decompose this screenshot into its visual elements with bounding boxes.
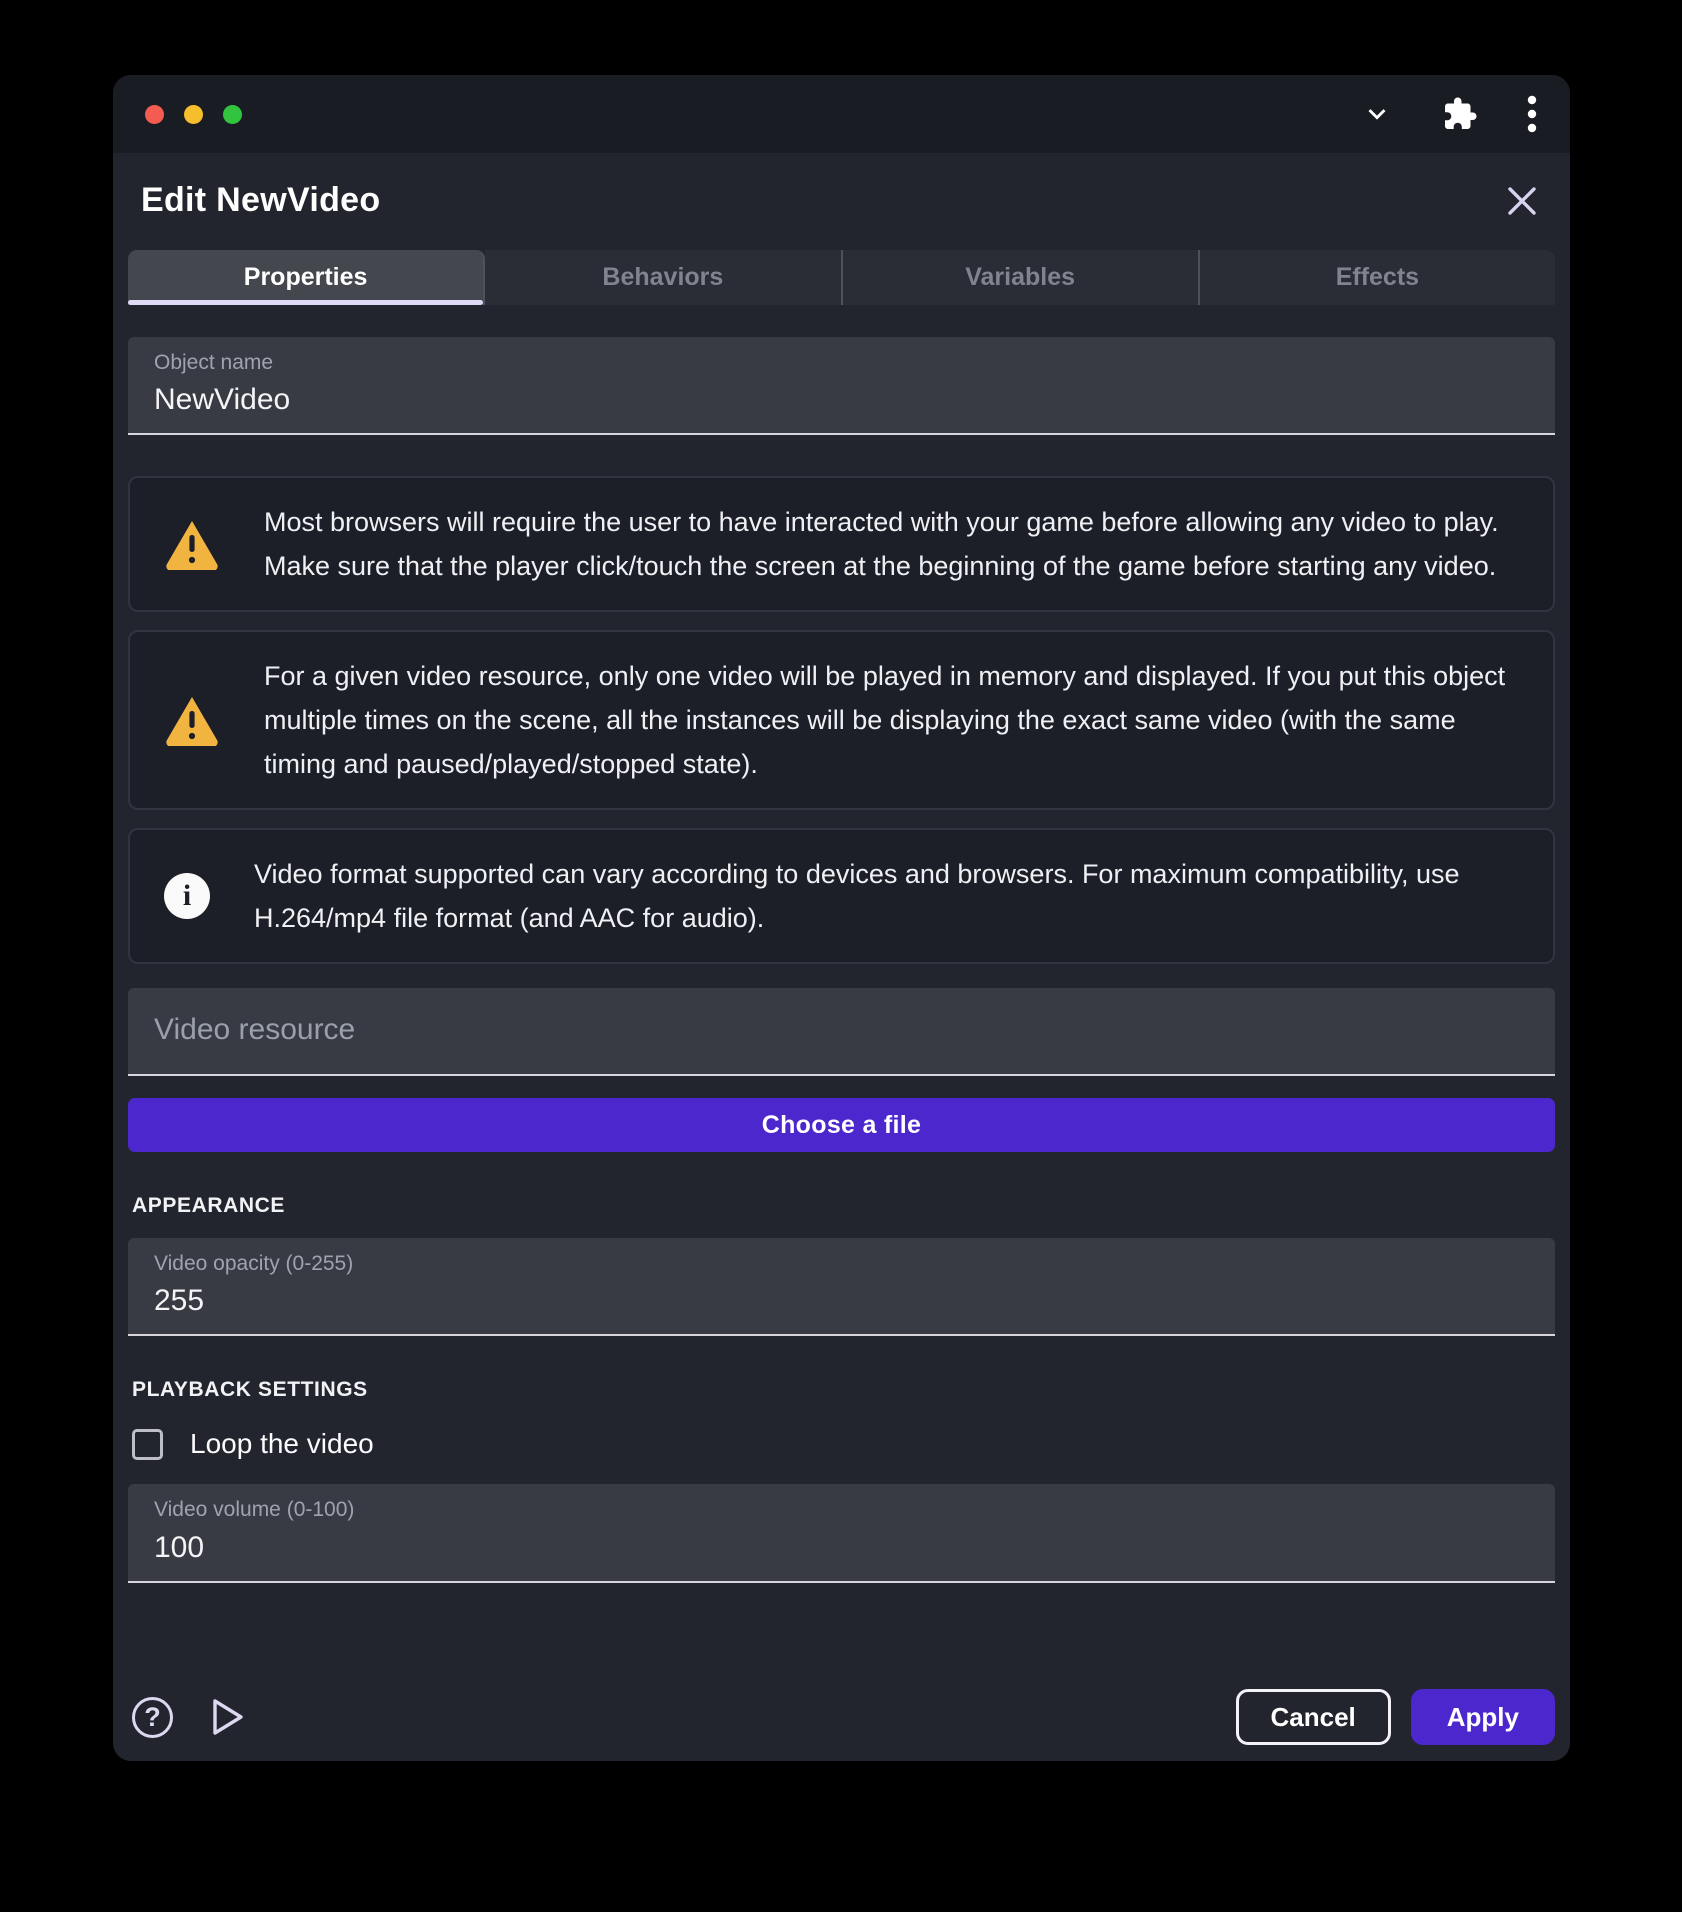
close-icon[interactable] bbox=[1504, 183, 1540, 219]
zoom-window-button[interactable] bbox=[223, 105, 242, 124]
appearance-section-heading: APPEARANCE bbox=[132, 1194, 286, 1218]
video-opacity-value: 255 bbox=[154, 1284, 205, 1318]
object-name-value: NewVideo bbox=[154, 383, 291, 417]
minimize-window-button[interactable] bbox=[184, 105, 203, 124]
window-titlebar bbox=[113, 75, 1570, 153]
loop-video-checkbox[interactable] bbox=[132, 1429, 163, 1460]
chevron-down-icon[interactable] bbox=[1360, 97, 1394, 131]
edit-object-dialog-window bbox=[113, 75, 1570, 1761]
tab-effects[interactable]: Effects bbox=[1200, 250, 1555, 305]
tab-bar bbox=[128, 250, 1555, 305]
help-icon[interactable]: ? bbox=[132, 1697, 173, 1738]
preview-play-icon[interactable] bbox=[211, 1697, 245, 1737]
extensions-puzzle-icon[interactable] bbox=[1442, 96, 1478, 132]
video-volume-label: Video volume (0-100) bbox=[154, 1498, 355, 1522]
close-window-button[interactable] bbox=[145, 105, 164, 124]
info-icon: i bbox=[164, 873, 210, 919]
dialog-footer bbox=[128, 1689, 1555, 1745]
video-volume-field[interactable] bbox=[128, 1484, 1555, 1582]
info-alert-video-format bbox=[128, 828, 1555, 964]
tab-variables[interactable]: Variables bbox=[843, 250, 1200, 305]
warning-icon bbox=[164, 694, 220, 746]
tab-behaviors[interactable]: Behaviors bbox=[485, 250, 842, 305]
video-opacity-field[interactable] bbox=[128, 1238, 1555, 1336]
object-name-field[interactable] bbox=[128, 337, 1555, 435]
cancel-button[interactable]: Cancel bbox=[1236, 1689, 1391, 1745]
page-title: Edit NewVideo bbox=[141, 181, 381, 219]
loop-video-checkbox-row[interactable] bbox=[128, 1428, 1555, 1460]
warning-text: Most browsers will require the user to have interacted with your game before allowing any video to play. Make sure that the player click/touch the screen at the beginning of the game before starting any video. bbox=[264, 507, 1499, 582]
warning-alert-single-video bbox=[128, 630, 1555, 810]
tab-properties[interactable]: Properties bbox=[128, 250, 485, 305]
playback-settings-section-heading: PLAYBACK SETTINGS bbox=[132, 1378, 368, 1402]
warning-icon bbox=[164, 518, 220, 570]
overflow-menu-icon[interactable] bbox=[1526, 94, 1538, 134]
dialog-header bbox=[113, 153, 1570, 250]
video-resource-field[interactable] bbox=[128, 988, 1555, 1076]
info-text: Video format supported can vary according to devices and browsers. For maximum compatibility, use H.264/mp4 file format (and AAC for audio). bbox=[254, 859, 1460, 934]
warning-text: For a given video resource, only one video will be played in memory and displayed. If you put this object multiple times on the scene, all the instances will be displaying the exact same video (with the same timing and paused/played/stopped state). bbox=[264, 661, 1506, 780]
video-resource-placeholder: Video resource bbox=[154, 1013, 356, 1047]
window-controls bbox=[145, 105, 242, 124]
video-opacity-label: Video opacity (0-255) bbox=[154, 1252, 354, 1276]
choose-file-button[interactable]: Choose a file bbox=[128, 1098, 1555, 1152]
object-name-label: Object name bbox=[154, 351, 274, 374]
warning-alert-user-interaction bbox=[128, 476, 1555, 612]
loop-video-label: Loop the video bbox=[190, 1428, 374, 1460]
apply-button[interactable]: Apply bbox=[1411, 1689, 1555, 1745]
video-volume-value: 100 bbox=[154, 1530, 205, 1564]
